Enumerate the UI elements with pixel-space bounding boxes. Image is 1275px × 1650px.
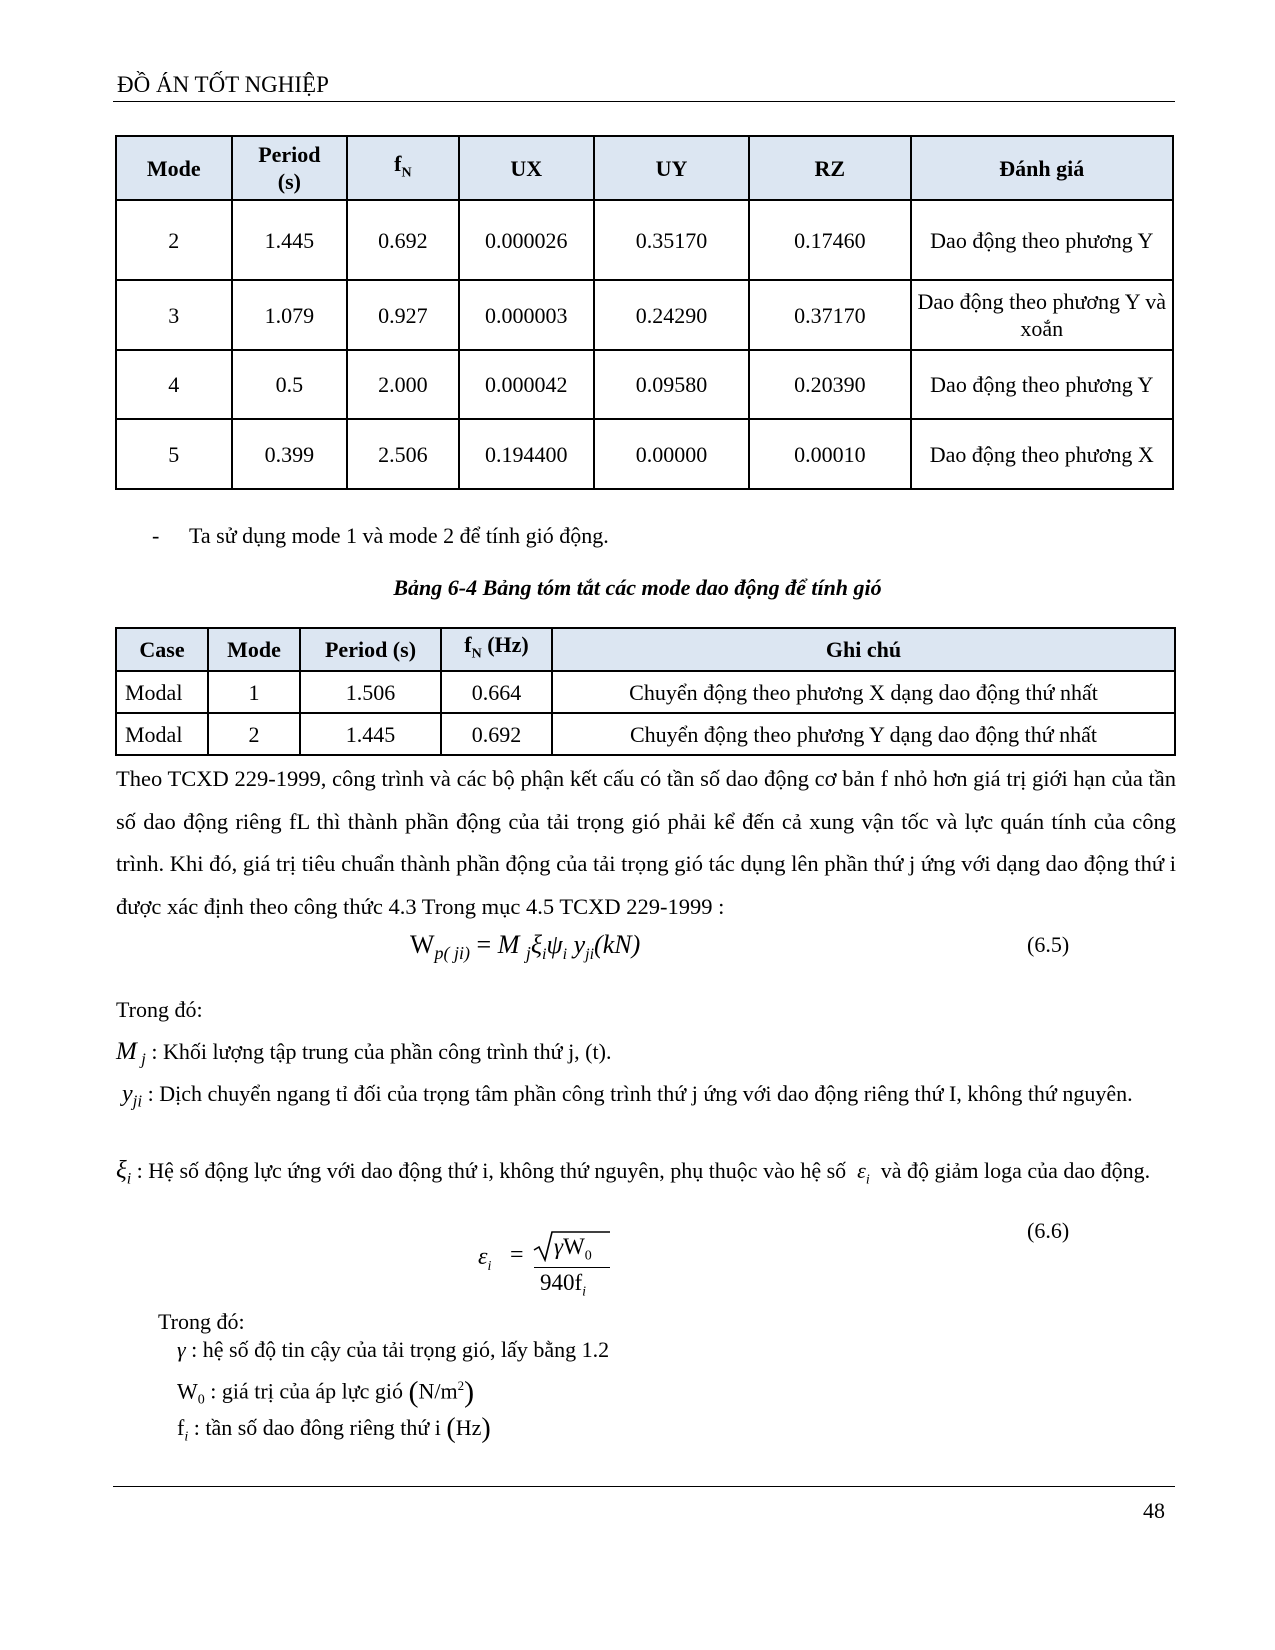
cell-note: Chuyển động theo phương X dạng dao động thứ nhất [552,671,1175,713]
col-uy: UY [594,136,749,200]
def-xi-text-b: và độ giảm loga của dao động. [880,1158,1151,1183]
equation-6-6: $\varepsilon_i$ = $\gamma W_0$ $940f_i$ [478,1228,628,1298]
col-fn-hz: $f_N$ (Hz) [441,628,552,671]
cell-fn: 0.927 [347,280,458,350]
def-w0: $W_0$ : giá trị của áp lực gió $(N/m^2)$ [177,1375,475,1409]
col-mode: Mode [116,136,232,200]
cell-eval: Dao động theo phương Y [911,350,1173,419]
cell-fn: 2.000 [347,350,458,419]
cell-rz: 0.17460 [749,200,910,280]
header-rule [113,101,1175,102]
def-gamma: γ : hệ số độ tin cậy của tải trọng gió, lấy bằng 1.2 [177,1337,610,1362]
equation-number-6-6: (6.6) [1027,1218,1070,1243]
cell-case: Modal [116,671,208,713]
cell-period: 1.506 [300,671,441,713]
mode-table-header [116,136,1173,200]
cell-uy: 0.00000 [594,419,749,489]
def-fi-unit: Hz [455,1415,482,1440]
mode-table [115,135,1174,490]
table-row [116,713,1175,755]
cell-rz: 0.20390 [749,350,910,419]
def-w0-text: giá trị của áp lực gió [221,1378,404,1404]
body-paragraph: Theo TCXD 229-1999, công trình và các bộ phận kết cấu có tần số dao động cơ bản f nhỏ hơn giá trị giới hạn của tần số dao động riêng fL thì thành phần động của tải trọng gió phải kể đến cả xung vận tốc và lực quán tính của công trình. Khi đó, giá trị tiêu chuẩn thành phần động của tải trọng gió tác dụng lên phần thứ j ứng với dạng dao động thứ i được xác định theo công thức 4.3 Trong mục 4.5 TCXD 229-1999 : [116,766,1176,919]
cell-period: 1.079 [232,280,348,350]
cell-note: Chuyển động theo phương Y dạng dao động thứ nhất [552,713,1175,755]
table-row [116,200,1173,280]
col-mode: Mode [208,628,300,671]
cell-eval: Dao động theo phương Y và xoắn [911,280,1173,350]
table-row [116,419,1173,489]
page-header-title: ĐỒ ÁN TỐT NGHIỆP [117,72,329,97]
footer-rule [113,1486,1175,1487]
table-row [116,350,1173,419]
table-row [116,280,1173,350]
mode-summary-table [115,627,1176,756]
col-note: Ghi chú [552,628,1175,671]
def-mj: M $_j$ : Khối lượng tập trung của phần công trình thứ j, (t). [116,1038,612,1069]
col-fn: $f_N$ [347,136,458,200]
bullet-text: Ta sử dụng mode 1 và mode 2 để tính gió động. [189,523,609,548]
cell-fn: 0.692 [441,713,552,755]
cell-mode: 2 [116,200,232,280]
summary-table-header [116,628,1175,671]
def-fi: $f_i$ : tần số dao đông riêng thứ i (Hz) [177,1413,491,1445]
bullet-dash: - [152,523,160,548]
col-rz: RZ [749,136,910,200]
cell-mode: 5 [116,419,232,489]
cell-ux: 0.000042 [459,350,594,419]
cell-eval: Dao động theo phương Y [911,200,1173,280]
def-w0-unit: N/m [418,1378,458,1404]
cell-period: 0.399 [232,419,348,489]
equation-number-6-5: (6.5) [1027,932,1070,957]
def-xi: $\xi_i$ : Hệ số động lực ứng với dao động thứ i, không thứ nguyên, phụ thuộc vào hệ số $\varepsilon_i$ và độ giảm loga của dao động. [116,1157,1151,1188]
col-ux: UX [459,136,594,200]
col-period: Period (s) [300,628,441,671]
def-yji: $y_{ji}$ : Dịch chuyển ngang tỉ đối của trọng tâm phần công trình thứ j ứng với dao động riêng thứ I, không thứ nguyên. [116,1081,1133,1111]
where-label: Trong đó: [116,997,203,1022]
cell-period: 1.445 [300,713,441,755]
col-eval: Đánh giá [911,136,1173,200]
def-fi-text: tần số dao đông riêng thứ i [205,1415,441,1440]
table-caption: Bảng 6-4 Bảng tóm tắt các mode dao động để tính gió [393,575,882,600]
cell-fn: 0.664 [441,671,552,713]
page-number: 48 [1143,1498,1165,1523]
cell-case: Modal [116,713,208,755]
cell-period: 1.445 [232,200,348,280]
cell-mode: 2 [208,713,300,755]
col-period: Period (s) [232,136,348,200]
def-yji-text: Dịch chuyển ngang tỉ đối của trọng tâm phần công trình thứ j ứng với dao động riêng thứ I, không thứ nguyên. [159,1081,1133,1106]
cell-period: 0.5 [232,350,348,419]
cell-uy: 0.35170 [594,200,749,280]
cell-rz: 0.37170 [749,280,910,350]
col-case: Case [116,628,208,671]
table-row [116,671,1175,713]
equation-6-5: $W_{p( ji)} = M$ $_j\xi_i\psi_i$ $y_{ji}(kN)$ [410,930,641,964]
cell-mode: 4 [116,350,232,419]
def-mj-text: Khối lượng tập trung của phần công trình thứ j, (t). [162,1039,612,1064]
def-gamma-text: hệ số độ tin cậy của tải trọng gió, lấy bằng 1.2 [202,1337,610,1362]
where-label-2: Trong đó: [158,1309,245,1334]
cell-mode: 3 [116,280,232,350]
cell-mode: 1 [208,671,300,713]
cell-uy: 0.09580 [594,350,749,419]
cell-ux: 0.194400 [459,419,594,489]
cell-fn: 0.692 [347,200,458,280]
cell-uy: 0.24290 [594,280,749,350]
cell-ux: 0.000026 [459,200,594,280]
cell-ux: 0.000003 [459,280,594,350]
cell-rz: 0.00010 [749,419,910,489]
cell-eval: Dao động theo phương X [911,419,1173,489]
cell-fn: 2.506 [347,419,458,489]
def-xi-text-a: Hệ số động lực ứng với dao động thứ i, không thứ nguyên, phụ thuộc vào hệ số [148,1158,847,1183]
